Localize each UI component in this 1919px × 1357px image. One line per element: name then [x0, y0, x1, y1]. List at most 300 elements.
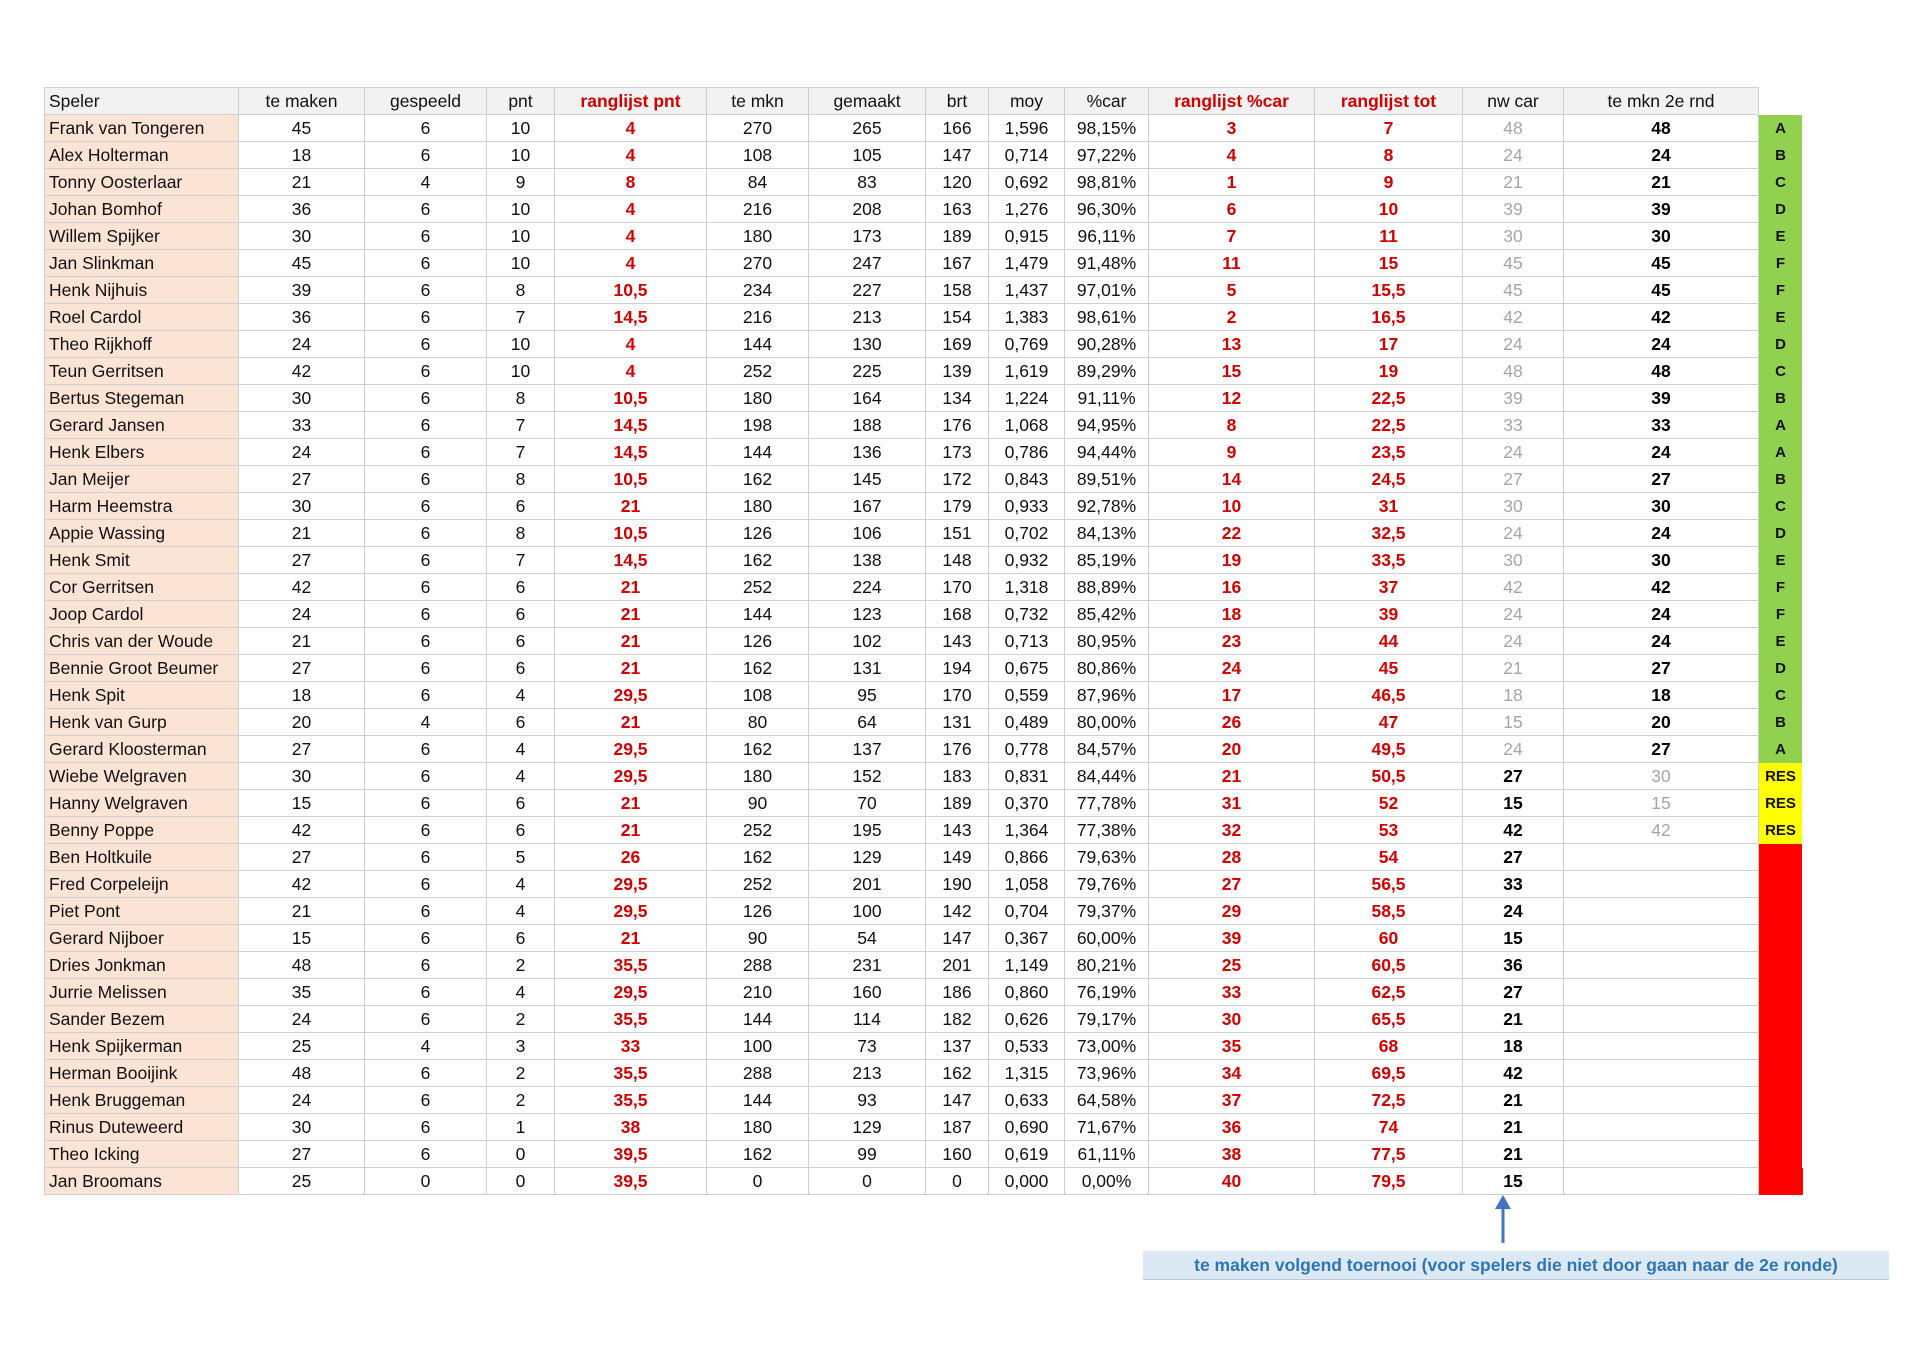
cell-te-mkn[interactable]: 162 [707, 736, 809, 763]
cell-pct-car[interactable]: 96,30% [1065, 196, 1149, 223]
cell-nw-car[interactable]: 30 [1463, 547, 1564, 574]
cell-te-mkn-2e-rnd[interactable]: 33 [1564, 412, 1759, 439]
cell-pnt[interactable]: 6 [487, 574, 555, 601]
cell-nw-car[interactable]: 24 [1463, 439, 1564, 466]
cell-te-maken[interactable]: 45 [239, 250, 365, 277]
cell-pnt[interactable]: 10 [487, 196, 555, 223]
cell-gemaakt[interactable]: 93 [809, 1087, 926, 1114]
cell-te-mkn[interactable]: 80 [707, 709, 809, 736]
cell-nw-car[interactable]: 30 [1463, 223, 1564, 250]
cell-te-maken[interactable]: 24 [239, 439, 365, 466]
cell-pct-car[interactable]: 91,11% [1065, 385, 1149, 412]
cell-ranglijst-pnt[interactable]: 4 [555, 142, 707, 169]
cell-gespeeld[interactable]: 6 [365, 601, 487, 628]
cell-pnt[interactable]: 7 [487, 304, 555, 331]
cell-speler[interactable]: Hanny Welgraven [45, 790, 239, 817]
header-nw-car[interactable]: nw car [1463, 88, 1564, 115]
cell-te-mkn-2e-rnd[interactable]: 27 [1564, 655, 1759, 682]
cell-te-maken[interactable]: 27 [239, 1141, 365, 1168]
cell-pnt[interactable]: 7 [487, 547, 555, 574]
cell-te-mkn-2e-rnd[interactable] [1564, 1060, 1759, 1087]
cell-te-mkn-2e-rnd[interactable] [1564, 871, 1759, 898]
cell-pnt[interactable]: 6 [487, 628, 555, 655]
cell-te-maken[interactable]: 18 [239, 142, 365, 169]
cell-ranglijst-pnt[interactable]: 21 [555, 925, 707, 952]
cell-ranglijst-pnt[interactable]: 29,5 [555, 682, 707, 709]
cell-ranglijst-pct-car[interactable]: 31 [1149, 790, 1315, 817]
cell-pnt[interactable]: 2 [487, 952, 555, 979]
cell-gespeeld[interactable]: 6 [365, 790, 487, 817]
cell-brt[interactable]: 176 [926, 736, 989, 763]
cell-gespeeld[interactable]: 4 [365, 709, 487, 736]
cell-nw-car[interactable]: 15 [1463, 790, 1564, 817]
cell-brt[interactable]: 137 [926, 1033, 989, 1060]
cell-ranglijst-tot[interactable]: 31 [1315, 493, 1463, 520]
cell-te-mkn[interactable]: 180 [707, 763, 809, 790]
cell-gespeeld[interactable]: 6 [365, 1087, 487, 1114]
cell-pct-car[interactable]: 98,15% [1065, 115, 1149, 142]
cell-pnt[interactable]: 7 [487, 412, 555, 439]
cell-brt[interactable]: 187 [926, 1114, 989, 1141]
cell-pnt[interactable]: 8 [487, 385, 555, 412]
cell-gemaakt[interactable]: 102 [809, 628, 926, 655]
cell-gespeeld[interactable]: 6 [365, 898, 487, 925]
cell-pct-car[interactable]: 89,51% [1065, 466, 1149, 493]
cell-speler[interactable]: Gerard Nijboer [45, 925, 239, 952]
cell-gemaakt[interactable]: 64 [809, 709, 926, 736]
cell-te-maken[interactable]: 27 [239, 547, 365, 574]
cell-ranglijst-pnt[interactable]: 29,5 [555, 736, 707, 763]
cell-te-mkn[interactable]: 144 [707, 331, 809, 358]
cell-te-mkn-2e-rnd[interactable] [1564, 898, 1759, 925]
cell-brt[interactable]: 120 [926, 169, 989, 196]
cell-te-maken[interactable]: 36 [239, 304, 365, 331]
cell-brt[interactable]: 158 [926, 277, 989, 304]
cell-moy[interactable]: 0,843 [989, 466, 1065, 493]
cell-brt[interactable]: 147 [926, 142, 989, 169]
cell-pct-car[interactable]: 61,11% [1065, 1141, 1149, 1168]
cell-ranglijst-tot[interactable]: 7 [1315, 115, 1463, 142]
header-te-mkn-2e-rnd[interactable]: te mkn 2e rnd [1564, 88, 1759, 115]
cell-te-mkn[interactable]: 162 [707, 1141, 809, 1168]
cell-brt[interactable]: 163 [926, 196, 989, 223]
cell-pnt[interactable]: 6 [487, 925, 555, 952]
cell-gemaakt[interactable]: 173 [809, 223, 926, 250]
cell-gespeeld[interactable]: 6 [365, 1141, 487, 1168]
cell-pct-car[interactable]: 73,96% [1065, 1060, 1149, 1087]
cell-nw-car[interactable]: 27 [1463, 844, 1564, 871]
cell-pnt[interactable]: 10 [487, 331, 555, 358]
cell-speler[interactable]: Wiebe Welgraven [45, 763, 239, 790]
cell-gemaakt[interactable]: 137 [809, 736, 926, 763]
cell-pct-car[interactable]: 77,38% [1065, 817, 1149, 844]
cell-pct-car[interactable]: 79,76% [1065, 871, 1149, 898]
cell-te-maken[interactable]: 21 [239, 169, 365, 196]
cell-gespeeld[interactable]: 6 [365, 952, 487, 979]
cell-speler[interactable]: Teun Gerritsen [45, 358, 239, 385]
cell-nw-car[interactable]: 45 [1463, 277, 1564, 304]
cell-moy[interactable]: 1,596 [989, 115, 1065, 142]
cell-speler[interactable]: Alex Holterman [45, 142, 239, 169]
cell-pct-car[interactable]: 80,00% [1065, 709, 1149, 736]
cell-te-mkn-2e-rnd[interactable] [1564, 844, 1759, 871]
cell-nw-car[interactable]: 15 [1463, 1168, 1564, 1195]
cell-nw-car[interactable]: 42 [1463, 574, 1564, 601]
cell-pnt[interactable]: 10 [487, 358, 555, 385]
cell-te-mkn[interactable]: 126 [707, 898, 809, 925]
cell-ranglijst-pct-car[interactable]: 8 [1149, 412, 1315, 439]
cell-gemaakt[interactable]: 213 [809, 304, 926, 331]
cell-pnt[interactable]: 2 [487, 1060, 555, 1087]
cell-moy[interactable]: 0,866 [989, 844, 1065, 871]
cell-ranglijst-pnt[interactable]: 21 [555, 790, 707, 817]
cell-speler[interactable]: Jan Broomans [45, 1168, 239, 1195]
cell-brt[interactable]: 182 [926, 1006, 989, 1033]
cell-pnt[interactable]: 4 [487, 898, 555, 925]
header-ranglijst-pnt[interactable]: ranglijst pnt [555, 88, 707, 115]
cell-te-maken[interactable]: 30 [239, 763, 365, 790]
cell-te-mkn[interactable]: 252 [707, 358, 809, 385]
cell-nw-car[interactable]: 27 [1463, 466, 1564, 493]
cell-nw-car[interactable]: 42 [1463, 1060, 1564, 1087]
cell-te-mkn-2e-rnd[interactable]: 48 [1564, 115, 1759, 142]
cell-speler[interactable]: Ben Holtkuile [45, 844, 239, 871]
cell-te-maken[interactable]: 39 [239, 277, 365, 304]
cell-ranglijst-pnt[interactable]: 21 [555, 709, 707, 736]
cell-moy[interactable]: 0,786 [989, 439, 1065, 466]
cell-te-mkn[interactable]: 144 [707, 1006, 809, 1033]
cell-te-mkn-2e-rnd[interactable]: 15 [1564, 790, 1759, 817]
cell-moy[interactable]: 0,000 [989, 1168, 1065, 1195]
cell-moy[interactable]: 0,714 [989, 142, 1065, 169]
cell-ranglijst-pct-car[interactable]: 13 [1149, 331, 1315, 358]
cell-pnt[interactable]: 1 [487, 1114, 555, 1141]
cell-pnt[interactable]: 10 [487, 223, 555, 250]
cell-gemaakt[interactable]: 145 [809, 466, 926, 493]
cell-te-mkn-2e-rnd[interactable]: 42 [1564, 574, 1759, 601]
cell-pnt[interactable]: 4 [487, 682, 555, 709]
cell-ranglijst-pnt[interactable]: 21 [555, 601, 707, 628]
cell-pct-car[interactable]: 84,57% [1065, 736, 1149, 763]
cell-speler[interactable]: Chris van der Woude [45, 628, 239, 655]
cell-te-mkn-2e-rnd[interactable]: 39 [1564, 196, 1759, 223]
cell-brt[interactable]: 151 [926, 520, 989, 547]
cell-te-mkn[interactable]: 198 [707, 412, 809, 439]
cell-nw-car[interactable]: 48 [1463, 115, 1564, 142]
cell-ranglijst-tot[interactable]: 19 [1315, 358, 1463, 385]
cell-ranglijst-tot[interactable]: 58,5 [1315, 898, 1463, 925]
cell-gespeeld[interactable]: 6 [365, 466, 487, 493]
cell-speler[interactable]: Henk Smit [45, 547, 239, 574]
cell-te-mkn-2e-rnd[interactable]: 30 [1564, 493, 1759, 520]
cell-ranglijst-tot[interactable]: 16,5 [1315, 304, 1463, 331]
cell-pct-car[interactable]: 64,58% [1065, 1087, 1149, 1114]
header-gespeeld[interactable]: gespeeld [365, 88, 487, 115]
cell-brt[interactable]: 190 [926, 871, 989, 898]
cell-moy[interactable]: 1,058 [989, 871, 1065, 898]
cell-speler[interactable]: Sander Bezem [45, 1006, 239, 1033]
cell-ranglijst-pct-car[interactable]: 21 [1149, 763, 1315, 790]
cell-pct-car[interactable]: 80,95% [1065, 628, 1149, 655]
cell-te-mkn-2e-rnd[interactable]: 18 [1564, 682, 1759, 709]
cell-nw-car[interactable]: 45 [1463, 250, 1564, 277]
cell-pct-car[interactable]: 76,19% [1065, 979, 1149, 1006]
header-ranglijst-pct-car[interactable]: ranglijst %car [1149, 88, 1315, 115]
cell-moy[interactable]: 0,778 [989, 736, 1065, 763]
cell-ranglijst-pct-car[interactable]: 23 [1149, 628, 1315, 655]
cell-brt[interactable]: 173 [926, 439, 989, 466]
cell-ranglijst-pct-car[interactable]: 15 [1149, 358, 1315, 385]
cell-ranglijst-pnt[interactable]: 21 [555, 574, 707, 601]
cell-ranglijst-pct-car[interactable]: 20 [1149, 736, 1315, 763]
cell-ranglijst-pct-car[interactable]: 29 [1149, 898, 1315, 925]
cell-ranglijst-pct-car[interactable]: 5 [1149, 277, 1315, 304]
cell-ranglijst-pct-car[interactable]: 10 [1149, 493, 1315, 520]
cell-gespeeld[interactable]: 6 [365, 1060, 487, 1087]
cell-ranglijst-pct-car[interactable]: 2 [1149, 304, 1315, 331]
cell-brt[interactable]: 149 [926, 844, 989, 871]
cell-te-maken[interactable]: 24 [239, 1006, 365, 1033]
cell-pct-car[interactable]: 80,21% [1065, 952, 1149, 979]
cell-ranglijst-tot[interactable]: 17 [1315, 331, 1463, 358]
cell-ranglijst-pnt[interactable]: 10,5 [555, 277, 707, 304]
cell-gespeeld[interactable]: 6 [365, 277, 487, 304]
cell-ranglijst-tot[interactable]: 23,5 [1315, 439, 1463, 466]
cell-pnt[interactable]: 7 [487, 439, 555, 466]
cell-ranglijst-tot[interactable]: 37 [1315, 574, 1463, 601]
cell-pct-car[interactable]: 87,96% [1065, 682, 1149, 709]
cell-te-maken[interactable]: 15 [239, 790, 365, 817]
cell-moy[interactable]: 1,276 [989, 196, 1065, 223]
cell-pct-car[interactable]: 79,63% [1065, 844, 1149, 871]
cell-moy[interactable]: 0,533 [989, 1033, 1065, 1060]
cell-pct-car[interactable]: 0,00% [1065, 1168, 1149, 1195]
header-brt[interactable]: brt [926, 88, 989, 115]
cell-pnt[interactable]: 8 [487, 466, 555, 493]
cell-pnt[interactable]: 6 [487, 493, 555, 520]
cell-gespeeld[interactable]: 6 [365, 412, 487, 439]
cell-gespeeld[interactable]: 6 [365, 142, 487, 169]
cell-ranglijst-tot[interactable]: 72,5 [1315, 1087, 1463, 1114]
cell-speler[interactable]: Benny Poppe [45, 817, 239, 844]
cell-ranglijst-pct-car[interactable]: 26 [1149, 709, 1315, 736]
cell-te-mkn-2e-rnd[interactable] [1564, 979, 1759, 1006]
cell-te-mkn[interactable]: 270 [707, 250, 809, 277]
cell-ranglijst-pct-car[interactable]: 32 [1149, 817, 1315, 844]
cell-ranglijst-tot[interactable]: 68 [1315, 1033, 1463, 1060]
cell-te-mkn[interactable]: 144 [707, 601, 809, 628]
cell-moy[interactable]: 0,704 [989, 898, 1065, 925]
cell-ranglijst-tot[interactable]: 60,5 [1315, 952, 1463, 979]
cell-te-mkn[interactable]: 162 [707, 844, 809, 871]
cell-te-mkn-2e-rnd[interactable]: 45 [1564, 277, 1759, 304]
cell-speler[interactable]: Dries Jonkman [45, 952, 239, 979]
cell-te-mkn-2e-rnd[interactable]: 20 [1564, 709, 1759, 736]
cell-nw-car[interactable]: 24 [1463, 601, 1564, 628]
cell-gespeeld[interactable]: 6 [365, 331, 487, 358]
cell-ranglijst-pct-car[interactable]: 14 [1149, 466, 1315, 493]
cell-ranglijst-pct-car[interactable]: 22 [1149, 520, 1315, 547]
cell-brt[interactable]: 189 [926, 790, 989, 817]
cell-gemaakt[interactable]: 224 [809, 574, 926, 601]
cell-ranglijst-pct-car[interactable]: 25 [1149, 952, 1315, 979]
cell-pnt[interactable]: 4 [487, 979, 555, 1006]
header-te-mkn[interactable]: te mkn [707, 88, 809, 115]
cell-ranglijst-pct-car[interactable]: 35 [1149, 1033, 1315, 1060]
cell-brt[interactable]: 131 [926, 709, 989, 736]
cell-ranglijst-pnt[interactable]: 21 [555, 817, 707, 844]
cell-gespeeld[interactable]: 6 [365, 1006, 487, 1033]
cell-moy[interactable]: 0,732 [989, 601, 1065, 628]
cell-ranglijst-tot[interactable]: 54 [1315, 844, 1463, 871]
cell-speler[interactable]: Appie Wassing [45, 520, 239, 547]
cell-ranglijst-pct-car[interactable]: 38 [1149, 1141, 1315, 1168]
cell-gemaakt[interactable]: 83 [809, 169, 926, 196]
cell-pct-car[interactable]: 98,61% [1065, 304, 1149, 331]
cell-gemaakt[interactable]: 129 [809, 844, 926, 871]
cell-te-maken[interactable]: 36 [239, 196, 365, 223]
cell-ranglijst-pnt[interactable]: 10,5 [555, 385, 707, 412]
cell-speler[interactable]: Theo Rijkhoff [45, 331, 239, 358]
cell-speler[interactable]: Henk Elbers [45, 439, 239, 466]
cell-ranglijst-pct-car[interactable]: 39 [1149, 925, 1315, 952]
cell-gemaakt[interactable]: 195 [809, 817, 926, 844]
cell-ranglijst-pnt[interactable]: 29,5 [555, 898, 707, 925]
cell-te-mkn[interactable]: 180 [707, 385, 809, 412]
cell-speler[interactable]: Johan Bomhof [45, 196, 239, 223]
cell-brt[interactable]: 143 [926, 628, 989, 655]
cell-te-maken[interactable]: 33 [239, 412, 365, 439]
cell-gemaakt[interactable]: 70 [809, 790, 926, 817]
cell-gespeeld[interactable]: 6 [365, 1114, 487, 1141]
cell-ranglijst-tot[interactable]: 65,5 [1315, 1006, 1463, 1033]
cell-nw-car[interactable]: 18 [1463, 1033, 1564, 1060]
cell-pct-car[interactable]: 98,81% [1065, 169, 1149, 196]
cell-pnt[interactable]: 6 [487, 601, 555, 628]
cell-te-mkn-2e-rnd[interactable]: 39 [1564, 385, 1759, 412]
cell-te-mkn[interactable]: 126 [707, 520, 809, 547]
cell-ranglijst-tot[interactable]: 39 [1315, 601, 1463, 628]
cell-moy[interactable]: 0,769 [989, 331, 1065, 358]
header-speler[interactable]: Speler [45, 88, 239, 115]
cell-te-mkn[interactable]: 126 [707, 628, 809, 655]
cell-te-maken[interactable]: 24 [239, 601, 365, 628]
cell-te-mkn[interactable]: 108 [707, 142, 809, 169]
cell-te-mkn[interactable]: 90 [707, 790, 809, 817]
cell-gemaakt[interactable]: 225 [809, 358, 926, 385]
cell-nw-car[interactable]: 36 [1463, 952, 1564, 979]
cell-te-maken[interactable]: 45 [239, 115, 365, 142]
cell-moy[interactable]: 1,619 [989, 358, 1065, 385]
cell-pnt[interactable]: 10 [487, 250, 555, 277]
cell-pct-car[interactable]: 85,19% [1065, 547, 1149, 574]
cell-te-maken[interactable]: 30 [239, 385, 365, 412]
cell-ranglijst-tot[interactable]: 44 [1315, 628, 1463, 655]
cell-moy[interactable]: 0,713 [989, 628, 1065, 655]
cell-ranglijst-pct-car[interactable]: 12 [1149, 385, 1315, 412]
cell-nw-car[interactable]: 15 [1463, 925, 1564, 952]
cell-ranglijst-pct-car[interactable]: 9 [1149, 439, 1315, 466]
cell-te-mkn-2e-rnd[interactable] [1564, 1087, 1759, 1114]
cell-te-mkn[interactable]: 180 [707, 223, 809, 250]
cell-te-mkn-2e-rnd[interactable]: 24 [1564, 439, 1759, 466]
cell-ranglijst-pct-car[interactable]: 18 [1149, 601, 1315, 628]
cell-speler[interactable]: Frank van Tongeren [45, 115, 239, 142]
cell-nw-car[interactable]: 24 [1463, 898, 1564, 925]
cell-gemaakt[interactable]: 105 [809, 142, 926, 169]
cell-gemaakt[interactable]: 247 [809, 250, 926, 277]
cell-pct-car[interactable]: 91,48% [1065, 250, 1149, 277]
cell-ranglijst-pnt[interactable]: 4 [555, 250, 707, 277]
cell-pnt[interactable]: 6 [487, 817, 555, 844]
cell-brt[interactable]: 166 [926, 115, 989, 142]
cell-ranglijst-tot[interactable]: 56,5 [1315, 871, 1463, 898]
cell-te-mkn-2e-rnd[interactable] [1564, 1033, 1759, 1060]
cell-nw-car[interactable]: 27 [1463, 979, 1564, 1006]
cell-pct-car[interactable]: 80,86% [1065, 655, 1149, 682]
cell-moy[interactable]: 1,068 [989, 412, 1065, 439]
cell-ranglijst-tot[interactable]: 52 [1315, 790, 1463, 817]
cell-ranglijst-tot[interactable]: 47 [1315, 709, 1463, 736]
cell-ranglijst-pnt[interactable]: 35,5 [555, 1006, 707, 1033]
cell-te-mkn-2e-rnd[interactable]: 27 [1564, 736, 1759, 763]
cell-ranglijst-tot[interactable]: 45 [1315, 655, 1463, 682]
cell-ranglijst-pnt[interactable]: 8 [555, 169, 707, 196]
cell-ranglijst-tot[interactable]: 11 [1315, 223, 1463, 250]
cell-gespeeld[interactable]: 6 [365, 547, 487, 574]
cell-moy[interactable]: 0,933 [989, 493, 1065, 520]
cell-te-maken[interactable]: 25 [239, 1033, 365, 1060]
cell-te-mkn[interactable]: 84 [707, 169, 809, 196]
cell-ranglijst-pct-car[interactable]: 30 [1149, 1006, 1315, 1033]
cell-te-mkn-2e-rnd[interactable]: 30 [1564, 763, 1759, 790]
cell-gespeeld[interactable]: 6 [365, 628, 487, 655]
cell-speler[interactable]: Henk van Gurp [45, 709, 239, 736]
cell-ranglijst-pct-car[interactable]: 40 [1149, 1168, 1315, 1195]
cell-ranglijst-tot[interactable]: 22,5 [1315, 412, 1463, 439]
cell-nw-car[interactable]: 33 [1463, 412, 1564, 439]
cell-nw-car[interactable]: 24 [1463, 736, 1564, 763]
cell-speler[interactable]: Cor Gerritsen [45, 574, 239, 601]
cell-nw-car[interactable]: 21 [1463, 169, 1564, 196]
cell-te-mkn-2e-rnd[interactable]: 42 [1564, 817, 1759, 844]
cell-ranglijst-pnt[interactable]: 26 [555, 844, 707, 871]
cell-nw-car[interactable]: 48 [1463, 358, 1564, 385]
cell-speler[interactable]: Jurrie Melissen [45, 979, 239, 1006]
cell-brt[interactable]: 148 [926, 547, 989, 574]
cell-brt[interactable]: 168 [926, 601, 989, 628]
cell-speler[interactable]: Fred Corpeleijn [45, 871, 239, 898]
cell-moy[interactable]: 0,702 [989, 520, 1065, 547]
cell-ranglijst-pct-car[interactable]: 17 [1149, 682, 1315, 709]
header-ranglijst-tot[interactable]: ranglijst tot [1315, 88, 1463, 115]
cell-te-mkn[interactable]: 100 [707, 1033, 809, 1060]
cell-gemaakt[interactable]: 164 [809, 385, 926, 412]
cell-speler[interactable]: Bennie Groot Beumer [45, 655, 239, 682]
cell-ranglijst-tot[interactable]: 24,5 [1315, 466, 1463, 493]
cell-speler[interactable]: Roel Cardol [45, 304, 239, 331]
cell-ranglijst-pnt[interactable]: 35,5 [555, 1060, 707, 1087]
cell-ranglijst-pct-car[interactable]: 27 [1149, 871, 1315, 898]
cell-pct-car[interactable]: 77,78% [1065, 790, 1149, 817]
cell-gemaakt[interactable]: 138 [809, 547, 926, 574]
cell-te-maken[interactable]: 35 [239, 979, 365, 1006]
cell-te-mkn[interactable]: 288 [707, 1060, 809, 1087]
cell-pnt[interactable]: 9 [487, 169, 555, 196]
cell-ranglijst-pnt[interactable]: 33 [555, 1033, 707, 1060]
cell-pnt[interactable]: 2 [487, 1006, 555, 1033]
cell-ranglijst-tot[interactable]: 22,5 [1315, 385, 1463, 412]
